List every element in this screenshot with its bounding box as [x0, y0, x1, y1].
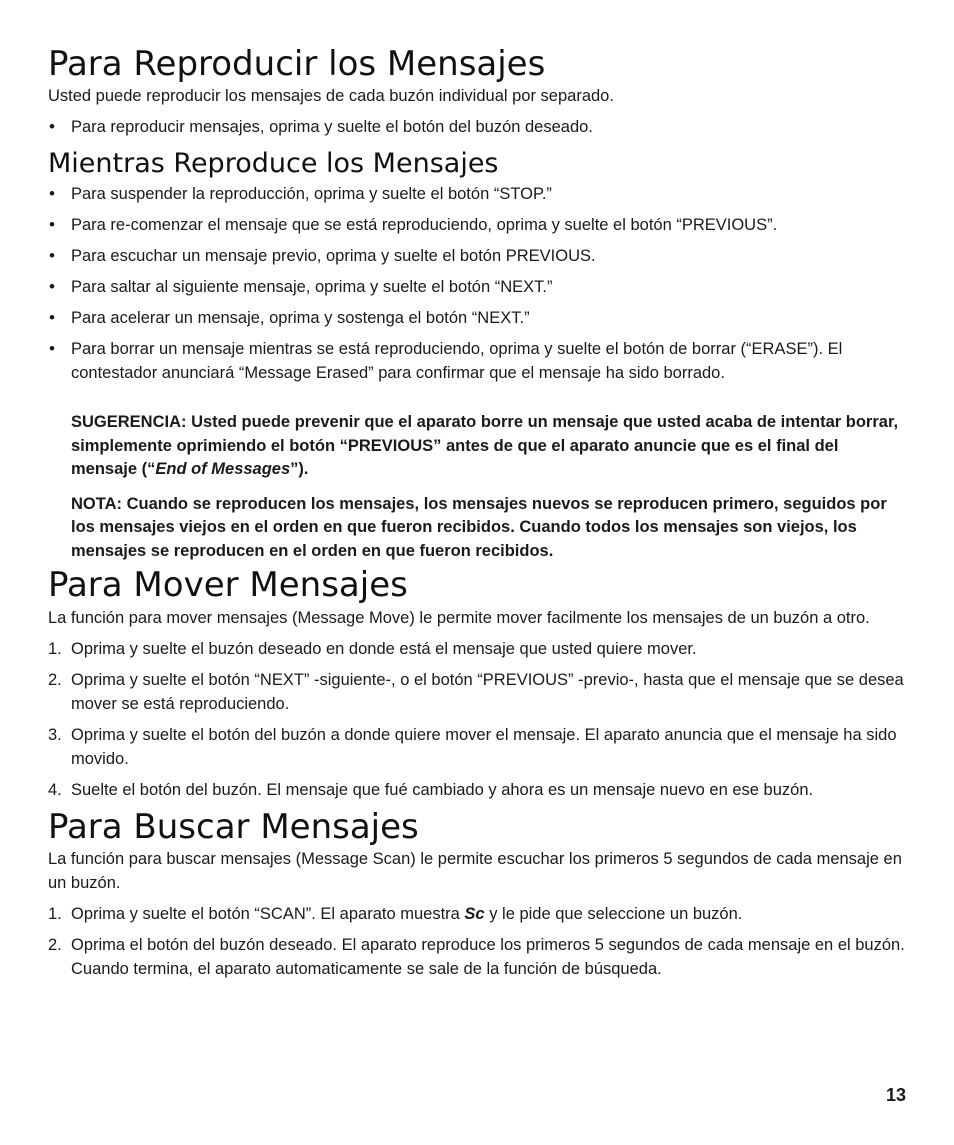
list-item — [48, 902, 908, 926]
step-text: Oprima y suelte el botón “SCAN”. El aparato muestra — [71, 905, 465, 923]
list-item: • Para re-comenzar el mensaje que se está reproduciendo, oprima y suelte el botón “PREVIOUS”. — [48, 213, 908, 237]
buscar-steps — [48, 902, 908, 981]
sugerencia-note — [48, 411, 908, 482]
sugerencia-end: ”). — [290, 460, 309, 478]
step-number: 4. — [48, 781, 62, 799]
page-number: 13 — [885, 1085, 906, 1105]
manual-page — [48, 44, 908, 981]
step-text: Oprima y suelte el botón “NEXT” -siguiente-, o el botón “PREVIOUS” -previo-, hasta que el mensaje que se desea mover se está reproduciendo. — [71, 671, 904, 713]
buscar-intro: La función para buscar mensajes (Message Scan) le permite escuchar los primeros 5 segundos de cada mensaje en un buzón. — [48, 850, 902, 892]
list-item — [48, 778, 908, 802]
section-title-mientras: Mientras Reproduce los Mensajes — [48, 148, 499, 179]
list-item: • Para suspender la reproducción, oprima y suelte el botón “STOP.” — [48, 182, 908, 206]
step-text: Suelte el botón del buzón. El mensaje que fué cambiado y ahora es un mensaje nuevo en ese buzón. — [71, 781, 814, 799]
mover-intro: La función para mover mensajes (Message Move) le permite mover facilmente los mensajes de un buzón a otro. — [48, 609, 870, 627]
list-item: • Para reproducir mensajes, oprima y suelte el botón del buzón deseado. — [48, 115, 908, 139]
reproducir-bullets — [48, 115, 908, 139]
reproducir-intro: Usted puede reproducir los mensajes de cada buzón individual por separado. — [48, 87, 614, 105]
list-item — [48, 723, 908, 771]
display-code: Sc — [464, 905, 485, 923]
sugerencia-text: SUGERENCIA: Usted puede prevenir que el aparato borre un mensaje que usted acaba de intentar borrar, simplemente oprimiendo el botón “PREVIOUS” antes de que el aparato anuncie que es el final del mensaje (“ — [71, 413, 899, 478]
step-text: Oprima el botón del buzón deseado. El aparato reproduce los primeros 5 segundos de cada mensaje en el buzón. Cuando termina, el aparato automaticamente se sale de la función de búsqueda. — [71, 936, 905, 978]
mover-steps — [48, 637, 908, 802]
step-text: Oprima y suelte el botón del buzón a donde quiere mover el mensaje. El aparato anuncia que el mensaje ha sido movido. — [71, 726, 897, 768]
list-item: • Para acelerar un mensaje, oprima y sostenga el botón “NEXT.” — [48, 306, 908, 330]
list-item: • Para escuchar un mensaje previo, oprima y suelte el botón PREVIOUS. — [48, 244, 908, 268]
list-item — [48, 933, 908, 981]
step-text: Oprima y suelte el buzón deseado en donde está el mensaje que usted quiere mover. — [71, 640, 697, 658]
mientras-bullets — [48, 182, 908, 385]
section-title-buscar: Para Buscar Mensajes — [48, 807, 419, 847]
list-item — [48, 668, 908, 716]
step-number: 1. — [48, 640, 62, 658]
section-title-mover: Para Mover Mensajes — [48, 565, 408, 605]
step-number: 1. — [48, 905, 62, 923]
step-text-end: y le pide que seleccione un buzón. — [484, 905, 743, 923]
step-number: 2. — [48, 936, 62, 954]
sugerencia-italic: End of Messages — [155, 460, 291, 478]
list-item — [48, 637, 908, 661]
nota-note: NOTA: Cuando se reproducen los mensajes, los mensajes nuevos se reproducen primero, seguidos por los mensajes viejos en el orden en que fueron recibidos. Cuando todos los mensajes son viejos, los mensajes se reproducen en el orden en que fueron recibidos. — [71, 494, 887, 560]
step-number: 2. — [48, 671, 62, 689]
list-item: • Para borrar un mensaje mientras se está reproduciendo, oprima y suelte el botón de borrar (“ERASE”). El contestador anunciará “Message Erased” para confirmar que el mensaje ha sido borrado. — [48, 337, 908, 385]
section-title-reproducir: Para Reproducir los Mensajes — [48, 44, 546, 84]
list-item: • Para saltar al siguiente mensaje, oprima y suelte el botón “NEXT.” — [48, 275, 908, 299]
step-number: 3. — [48, 726, 62, 744]
